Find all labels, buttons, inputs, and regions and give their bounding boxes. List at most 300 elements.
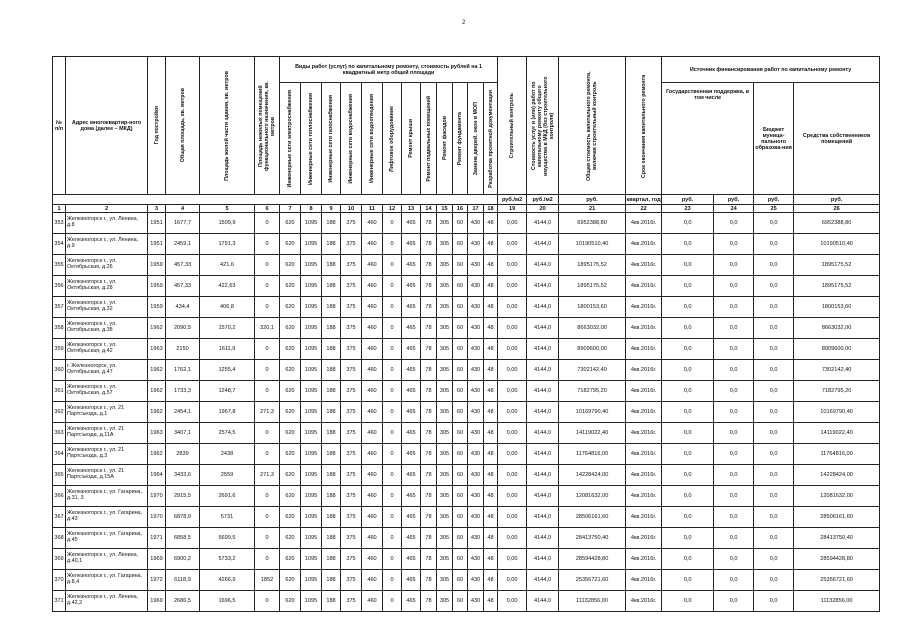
cell-control: 0,00 [498,339,527,360]
cell-work-11: 430 [468,591,484,612]
cell-term: 4кв.2016г. [626,465,662,486]
column-number: 22 [626,205,662,213]
cell-year: 1970 [148,486,166,507]
column-number: 23 [662,205,714,213]
cell-work-11: 430 [468,528,484,549]
cell-mun: 0,0 [754,318,794,339]
cell-work-12: 48 [484,402,498,423]
cell-work-7: 465 [402,528,421,549]
cell-work-12: 48 [484,549,498,570]
cell-cost: 4144,0 [527,402,559,423]
cell-func: 320,1 [255,318,280,339]
cell-work-2: 1095 [301,297,322,318]
cell-n: 356 [53,276,66,297]
header-work-9: Ремонт фасадов [441,116,448,161]
cell-func: 0 [255,528,280,549]
cell-work-10: 60 [453,213,468,234]
cell-work-7: 465 [402,213,421,234]
header-living-area: Площадь жилой части здания, кв. метров [224,70,230,181]
table-row [53,339,880,360]
cell-cost: 4144,0 [527,423,559,444]
header-work-2: Инженерные сети теплоснабжения [308,92,314,185]
cell-own: 7182795,20 [794,381,880,402]
cell-year: 1962 [148,381,166,402]
cell-work-11: 430 [468,276,484,297]
cell-work-6: 0 [383,486,402,507]
cell-cost: 4144,0 [527,318,559,339]
cell-work-9: 305 [437,213,453,234]
cell-work-7: 465 [402,549,421,570]
column-number: 1 [53,205,66,213]
column-number: 19 [498,205,527,213]
cell-own: 8909600,00 [794,339,880,360]
cell-work-4: 375 [341,213,362,234]
cell-work-5: 460 [362,528,383,549]
cell-work-8: 78 [421,339,437,360]
cell-term: 4кв.2016г. [626,276,662,297]
cell-sum: 11764816,00 [559,444,626,465]
cell-work-12: 48 [484,570,498,591]
cell-work-9: 305 [437,339,453,360]
cell-work-1: 620 [280,570,301,591]
cell-work-2: 1095 [301,276,322,297]
header-work-8: Ремонт подвальных помещений [425,95,432,182]
unit-cost-per-m2: руб./м2 [527,195,559,205]
cell-control: 0,00 [498,297,527,318]
cell-work-7: 465 [402,507,421,528]
cell-control: 0,00 [498,486,527,507]
column-number: 12 [383,205,402,213]
cell-work-9: 305 [437,297,453,318]
cell-mun: 0,0 [754,465,794,486]
cell-work-4: 375 [341,276,362,297]
cell-work-8: 78 [421,255,437,276]
cell-control: 0,00 [498,276,527,297]
cell-sum: 6952388,80 [559,213,626,234]
cell-own: 8663032,00 [794,318,880,339]
cell-func: 0 [255,381,280,402]
cell-cost: 4144,0 [527,591,559,612]
cell-work-7: 465 [402,339,421,360]
cell-n: 371 [53,591,66,612]
cell-own: 6952388,80 [794,213,880,234]
cell-addr: Железногорск г., ул. Ленина, д.42,2 [66,591,148,612]
cell-work-6: 0 [383,339,402,360]
header-deadline: Срок окончания капитального ремонта [640,73,647,178]
cell-work-2: 1095 [301,381,322,402]
cell-n: 367 [53,507,66,528]
cell-n: 360 [53,360,66,381]
cell-living: 5731 [200,507,255,528]
cell-living: 5733,2 [200,549,255,570]
cell-control: 0,00 [498,591,527,612]
cell-cost: 4144,0 [527,255,559,276]
cell-work-5: 460 [362,423,383,444]
cell-work-1: 620 [280,402,301,423]
cell-term: 4кв.2016г. [626,423,662,444]
header-work-6: Лифтовое оборудование [389,105,395,172]
cell-work-11: 430 [468,297,484,318]
column-number: 16 [453,205,468,213]
cell-work-9: 305 [437,528,453,549]
cell-total: 6900,2 [166,549,200,570]
cell-work-12: 48 [484,465,498,486]
cell-func: 0 [255,339,280,360]
cell-work-4: 375 [341,465,362,486]
cell-cost: 4144,0 [527,234,559,255]
column-number: 9 [322,205,341,213]
cell-reg: 0,0 [714,528,754,549]
cell-reg: 0,0 [714,339,754,360]
cell-work-7: 465 [402,465,421,486]
cell-total: 2459,1 [166,234,200,255]
cell-work-10: 60 [453,234,468,255]
cell-total: 457,33 [166,255,200,276]
cell-work-10: 60 [453,570,468,591]
cell-control: 0,00 [498,570,527,591]
cell-mun: 0,0 [754,507,794,528]
table-row [53,591,880,612]
table-row [53,297,880,318]
cell-term: 4кв.2016г. [626,507,662,528]
cell-reg: 0,0 [714,570,754,591]
cell-own: 12081632,00 [794,486,880,507]
cell-work-2: 1095 [301,591,322,612]
cell-sum: 1800153,60 [559,297,626,318]
cell-reg: 0,0 [714,297,754,318]
cell-n: 354 [53,234,66,255]
cell-fund: 0,0 [662,339,714,360]
cell-work-11: 430 [468,444,484,465]
cell-reg: 0,0 [714,213,754,234]
cell-work-12: 48 [484,276,498,297]
cell-work-3: 188 [322,234,341,255]
cell-n: 357 [53,297,66,318]
cell-work-11: 430 [468,570,484,591]
cell-term: 4кв.2016г. [626,486,662,507]
cell-own: 1800153,60 [794,297,880,318]
cell-work-3: 188 [322,444,341,465]
cell-func: 0 [255,360,280,381]
cell-work-6: 0 [383,444,402,465]
cell-work-10: 60 [453,360,468,381]
cell-work-6: 0 [383,234,402,255]
cell-fund: 0,0 [662,276,714,297]
cell-total: 2090,5 [166,318,200,339]
header-control: Строительный контроль [509,92,516,159]
cell-control: 0,00 [498,381,527,402]
cell-work-9: 305 [437,423,453,444]
cell-work-4: 375 [341,402,362,423]
cell-work-5: 460 [362,570,383,591]
unit-municipal: руб. [754,195,794,205]
cell-mun: 0,0 [754,297,794,318]
cell-year: 1970 [148,507,166,528]
cell-fund: 0,0 [662,444,714,465]
cell-addr: Железногорск г., ул. Октябрьская, д.28 [66,276,148,297]
cell-work-4: 375 [341,360,362,381]
header-total-area: Общая площадь, кв. метров [179,88,186,163]
cell-living: 5699,5 [200,528,255,549]
cell-work-8: 78 [421,507,437,528]
cell-work-11: 430 [468,549,484,570]
cell-work-11: 430 [468,465,484,486]
cell-sum: 14228424,00 [559,465,626,486]
unit-deadline: квартал, год [626,196,661,203]
cell-total: 2454,1 [166,402,200,423]
cell-func: 0 [255,507,280,528]
table-row [53,381,880,402]
cell-work-2: 1095 [301,507,322,528]
cell-term: 4кв.2016г. [626,444,662,465]
cell-work-8: 78 [421,423,437,444]
cell-func: 0 [255,444,280,465]
cell-work-12: 48 [484,444,498,465]
cell-own: 10169790,40 [794,402,880,423]
cell-addr: Железногорск г., ул. 21 Партсъезда, д.15А [66,465,148,486]
cell-work-9: 305 [437,318,453,339]
header-work-7: Ремонт крыши [408,119,414,158]
cell-own: 1895175,52 [794,276,880,297]
cell-work-10: 60 [453,444,468,465]
cell-work-2: 1095 [301,423,322,444]
cell-work-3: 188 [322,486,341,507]
cell-total: 6878,9 [166,507,200,528]
cell-work-5: 460 [362,591,383,612]
column-number: 5 [200,205,255,213]
cell-living: 2559 [200,465,255,486]
cell-work-3: 188 [322,402,341,423]
column-number: 8 [301,205,322,213]
column-number: 15 [437,205,453,213]
table-row [53,507,880,528]
cell-work-6: 0 [383,255,402,276]
cell-addr: Железногорск г., ул. Гагарина, д.45 [66,528,148,549]
cell-fund: 0,0 [662,255,714,276]
cell-term: 4кв.2016г. [626,570,662,591]
cell-reg: 0,0 [714,381,754,402]
cell-reg: 0,0 [714,360,754,381]
cell-work-9: 305 [437,276,453,297]
cell-cost: 4144,0 [527,486,559,507]
cell-fund: 0,0 [662,297,714,318]
cell-year: 1959 [148,255,166,276]
cell-work-5: 460 [362,465,383,486]
cell-addr: Железногорск г., ул. Октябрьская, д.42 [66,339,148,360]
cell-work-3: 188 [322,591,341,612]
cell-year: 1969 [148,549,166,570]
header-num: № п/п [53,57,66,195]
cell-work-2: 1095 [301,318,322,339]
cell-living: 1611,9 [200,339,255,360]
cell-n: 369 [53,549,66,570]
cell-n: 361 [53,381,66,402]
cell-work-3: 188 [322,213,341,234]
cell-work-10: 60 [453,255,468,276]
cell-func: 0 [255,591,280,612]
cell-work-8: 78 [421,444,437,465]
cell-sum: 10169790,40 [559,402,626,423]
cell-term: 4кв.2016г. [626,234,662,255]
column-number: 21 [559,205,626,213]
cell-work-3: 188 [322,318,341,339]
cell-living: 2438 [200,444,255,465]
cell-func: 0 [255,255,280,276]
cell-work-3: 188 [322,255,341,276]
table-row [53,255,880,276]
cell-func: 0 [255,276,280,297]
cell-term: 4кв.2016г. [626,297,662,318]
cell-work-9: 305 [437,549,453,570]
cell-work-9: 305 [437,402,453,423]
cell-work-7: 465 [402,423,421,444]
table-row [53,486,880,507]
cell-reg: 0,0 [714,255,754,276]
cell-work-7: 465 [402,402,421,423]
cell-work-9: 305 [437,444,453,465]
cell-cost: 4144,0 [527,507,559,528]
cell-work-11: 430 [468,234,484,255]
cell-work-4: 375 [341,381,362,402]
unit-fund: руб. [662,195,714,205]
table-row [53,465,880,486]
cell-sum: 25356721,60 [559,570,626,591]
cell-work-12: 48 [484,234,498,255]
cell-term: 4кв.2016г. [626,549,662,570]
cell-work-6: 0 [383,549,402,570]
cell-addr: г. Железногорск, ул. Октябрьская, д.47 [66,360,148,381]
cell-work-11: 430 [468,318,484,339]
cell-work-7: 465 [402,444,421,465]
table-row [53,276,880,297]
cell-work-4: 375 [341,528,362,549]
cell-work-4: 375 [341,255,362,276]
cell-func: 0 [255,213,280,234]
cell-work-7: 465 [402,591,421,612]
cell-n: 363 [53,423,66,444]
cell-mun: 0,0 [754,570,794,591]
cell-addr: Железногорск г., ул. Октябрьская, д.57 [66,381,148,402]
cell-work-9: 305 [437,486,453,507]
cell-living: 421,6 [200,255,255,276]
cell-work-3: 188 [322,423,341,444]
cell-work-8: 78 [421,276,437,297]
cell-reg: 0,0 [714,402,754,423]
cell-mun: 0,0 [754,276,794,297]
header-works-group: Виды работ (услуг) по капитальному ремонту, стоимость рублей на 1 квадратный метр общей площади [280,57,498,83]
cell-own: 28413750,40 [794,528,880,549]
cell-addr: Железногорск г., ул. Октябрьская, д.32 [66,297,148,318]
cell-term: 4кв.2016г. [626,255,662,276]
unit-total-cost: руб. [559,195,626,205]
cell-work-8: 78 [421,402,437,423]
cell-work-2: 1095 [301,465,322,486]
cell-living: 4266,9 [200,570,255,591]
cell-work-7: 465 [402,486,421,507]
cell-work-6: 0 [383,297,402,318]
cell-fund: 0,0 [662,591,714,612]
column-number: 17 [468,205,484,213]
cell-term: 4кв.2016г. [626,591,662,612]
cell-reg: 0,0 [714,507,754,528]
cell-work-2: 1095 [301,444,322,465]
cell-own: 11764816,00 [794,444,880,465]
cell-reg: 0,0 [714,465,754,486]
cell-addr: Железногорск г., ул. 21 Партсъезда, д.3 [66,444,148,465]
cell-work-5: 460 [362,507,383,528]
cell-work-7: 465 [402,570,421,591]
cell-term: 4кв.2016г. [626,213,662,234]
cell-work-6: 0 [383,381,402,402]
cell-cost: 4144,0 [527,381,559,402]
cell-work-8: 78 [421,486,437,507]
cell-cost: 4144,0 [527,213,559,234]
cell-sum: 7302142,40 [559,360,626,381]
cell-term: 4кв.2016г. [626,339,662,360]
cell-work-5: 460 [362,486,383,507]
cell-living: 1967,8 [200,402,255,423]
cell-addr: Железногорск г., ул. Октябрьская, д.38 [66,318,148,339]
cell-work-6: 0 [383,507,402,528]
cell-mun: 0,0 [754,360,794,381]
cell-sum: 1895175,52 [559,255,626,276]
cell-work-10: 60 [453,381,468,402]
cell-work-10: 60 [453,402,468,423]
cell-work-5: 460 [362,234,383,255]
cell-work-1: 620 [280,549,301,570]
cell-term: 4кв.2016г. [626,318,662,339]
cell-living: 406,8 [200,297,255,318]
cell-work-8: 78 [421,570,437,591]
cell-work-1: 620 [280,255,301,276]
column-number: 2 [66,205,148,213]
cell-work-2: 1095 [301,234,322,255]
cell-reg: 0,0 [714,318,754,339]
cell-fund: 0,0 [662,234,714,255]
cell-work-6: 0 [383,318,402,339]
cell-sum: 1895175,52 [559,276,626,297]
cell-work-4: 375 [341,486,362,507]
cell-work-6: 0 [383,213,402,234]
cell-work-3: 188 [322,381,341,402]
header-municipal: Бюджет муници-пального образова-ния [754,83,794,195]
cell-year: 1969 [148,591,166,612]
cell-mun: 0,0 [754,255,794,276]
cell-fund: 0,0 [662,465,714,486]
cell-n: 362 [53,402,66,423]
cell-year: 1962 [148,444,166,465]
cell-work-7: 465 [402,276,421,297]
cell-work-12: 48 [484,381,498,402]
cell-mun: 0,0 [754,549,794,570]
cell-work-10: 60 [453,465,468,486]
cell-func: 0 [255,549,280,570]
cell-work-1: 620 [280,381,301,402]
cell-n: 358 [53,318,66,339]
cell-year: 1962 [148,402,166,423]
cell-control: 0,00 [498,360,527,381]
cell-work-10: 60 [453,549,468,570]
table-row [53,423,880,444]
cell-fund: 0,0 [662,318,714,339]
cell-term: 4кв.2016г. [626,402,662,423]
table-row [53,234,880,255]
page-mark: 2 [462,20,466,26]
cell-year: 1972 [148,570,166,591]
cell-own: 7302142,40 [794,360,880,381]
cell-addr: Железногорск г., ул. 21 Партсъезда, д.1 [66,402,148,423]
cell-control: 0,00 [498,423,527,444]
